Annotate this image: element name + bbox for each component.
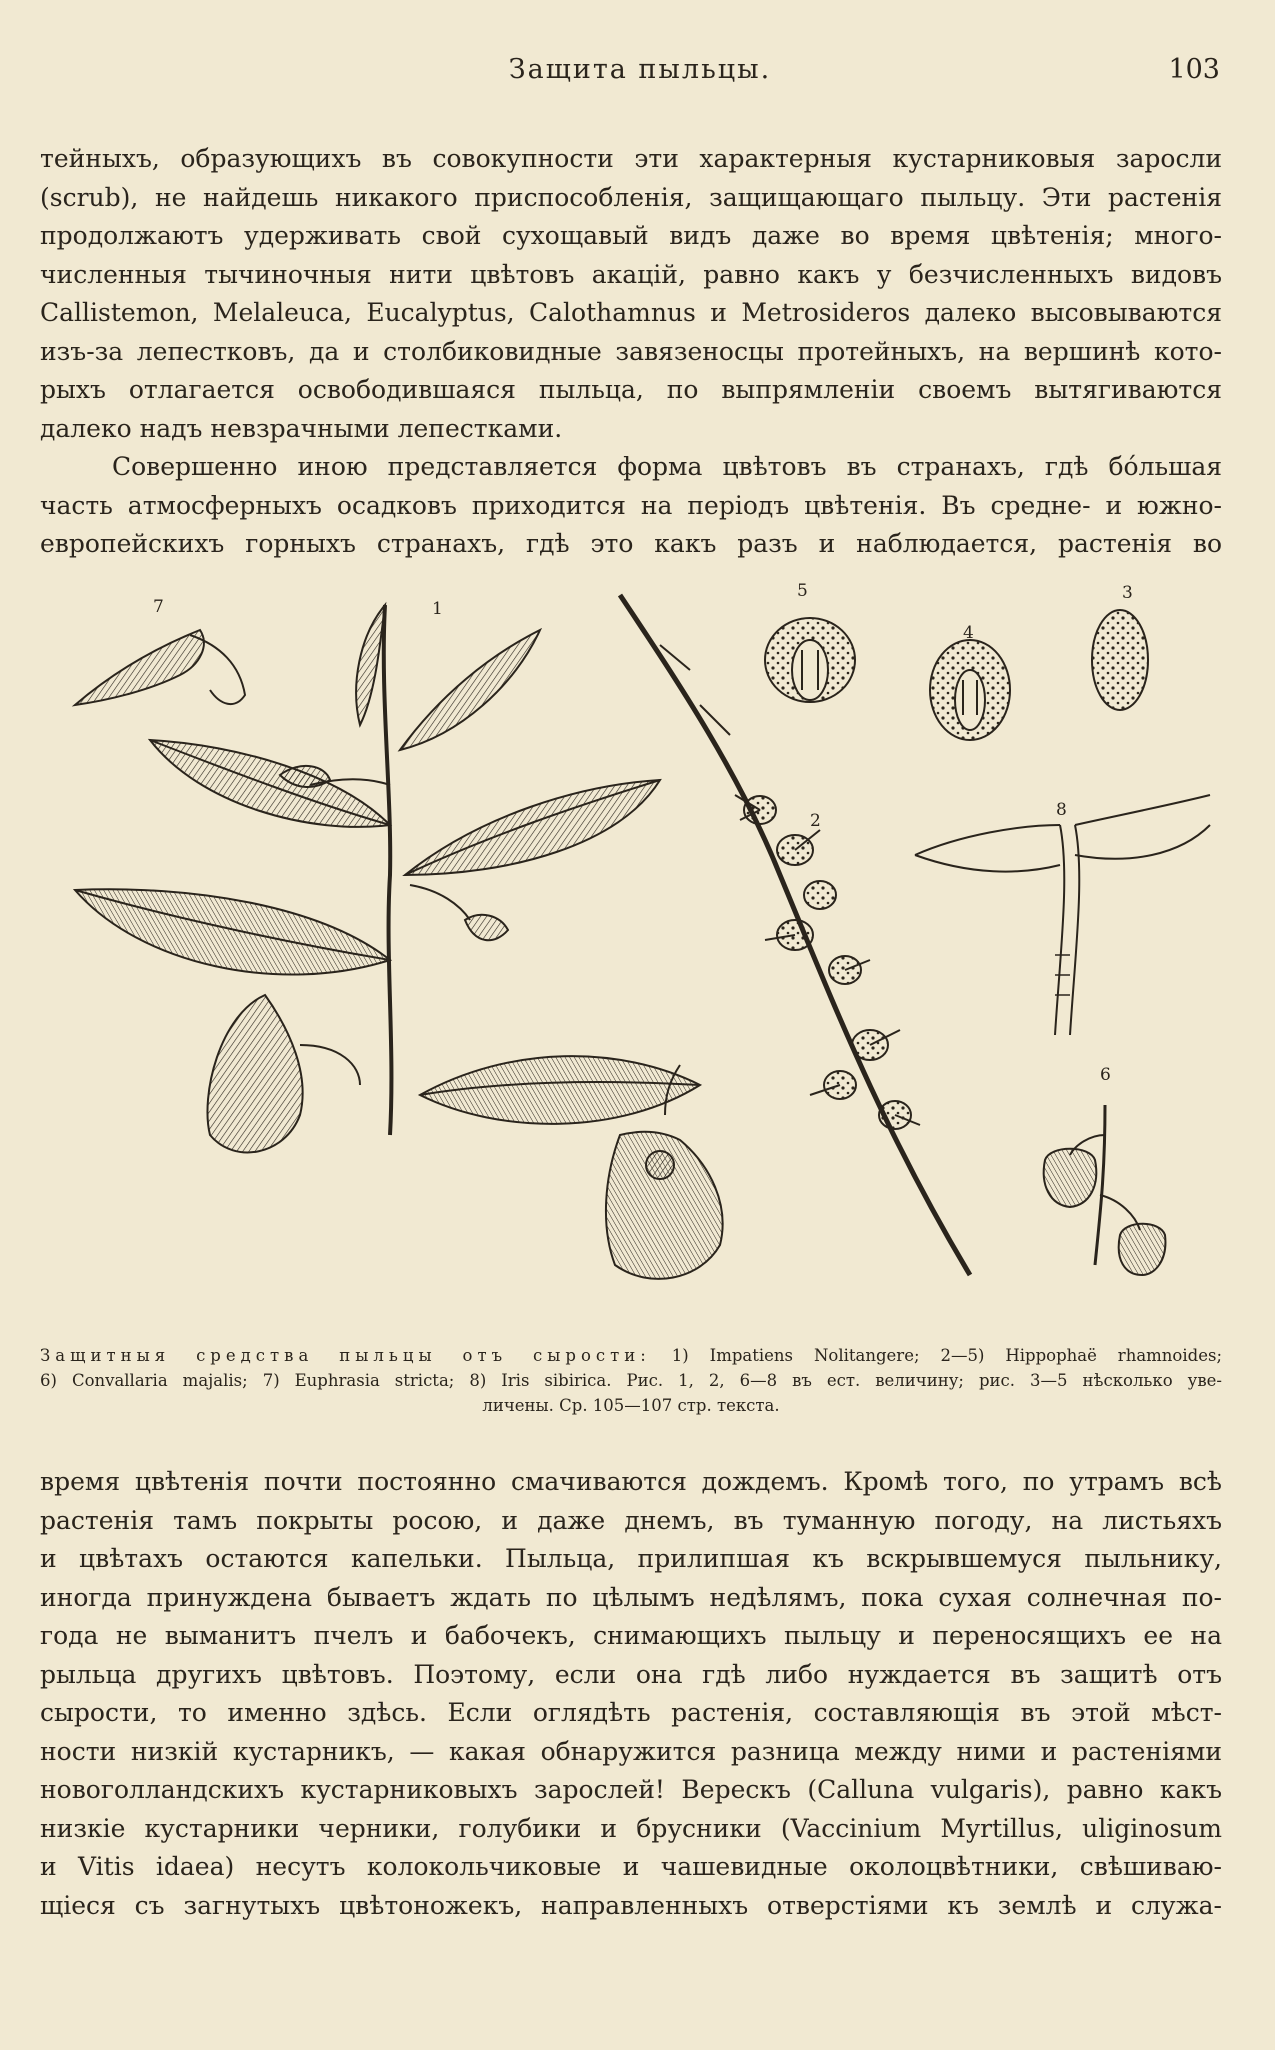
figure-label-8: 8 (1056, 800, 1067, 820)
figure-label-2: 2 (810, 811, 821, 831)
caption-lead: Защитныя средства пыльцы отъ сырости: (40, 1346, 651, 1365)
text-line: ности низкій кустарникъ, — какая обнаружится разница между ними и растеніями (40, 1736, 1222, 1766)
text-line: новоголландскихъ кустарниковыхъ зарослей! Верескъ (Calluna vulgaris), равно какъ (40, 1775, 1222, 1804)
text-line: Callistemon, Melaleuca, Eucalyptus, Calothamnus и Metrosideros далеко высовываются (40, 298, 1222, 327)
text-line: тейныхъ, образующихъ въ совокупности эти характерныя кустарниковыя заросли (40, 144, 1222, 173)
text-line: растенія тамъ покрыты росою, и даже днемъ, въ туманную погоду, на листьяхъ (40, 1505, 1222, 1535)
text-line: (scrub), не найдешь никакого приспособленія, защищающаго пыльцу. Эти растенія (40, 182, 1222, 212)
impatiens-plant (75, 605, 723, 1279)
text-line: сырости, то именно здѣсь. Если оглядѣть растенія, составляющія въ этой мѣст- (40, 1698, 1222, 1727)
text-line: численныя тычиночныя нити цвѣтовъ акацій, равно какъ у безчисленныхъ видовъ (40, 259, 1222, 289)
caption-line: 6) Convallaria majalis; 7) Euphrasia stricta; 8) Iris sibirica. Рис. 1, 2, 6—8 въ ест. величину; рис. 3—5 нѣсколько уве- (40, 1371, 1222, 1390)
caption-line (40, 1343, 1222, 1368)
text-line: продолжаютъ удерживать свой сухощавый видъ даже во время цвѣтенія; много- (40, 221, 1222, 250)
text-line: иногда принуждена бываетъ ждать по цѣлымъ недѣлямъ, пока сухая солнечная по- (40, 1582, 1222, 1612)
figure-label-4: 4 (963, 623, 974, 643)
text-line: далеко надъ невзрачными лепестками. (40, 413, 563, 443)
figure-label-1: 1 (432, 599, 443, 619)
text-line: изъ-за лепестковъ, да и столбиковидные завязеносцы протейныхъ, на вершинѣ кото- (40, 336, 1222, 366)
botanical-illustration (60, 575, 1220, 1315)
bottom-paragraph (40, 1463, 1222, 1925)
text-line: часть атмосферныхъ осадковъ приходится на періодъ цвѣтенія. Въ средне- и южно- (40, 490, 1222, 520)
text-line: и Vitis idaea) несутъ колокольчиковые и чашевидные околоцвѣтники, свѣшиваю- (40, 1852, 1222, 1881)
caption-species-1: 1) Impatiens Nolitangere; 2—5) Hippophaë rhamnoides; (671, 1346, 1222, 1365)
figure-label-6: 6 (1100, 1065, 1111, 1085)
figure-label-5: 5 (797, 581, 808, 601)
text-line: года не выманитъ пчелъ и бабочекъ, снимающихъ пыльцу и переносящихъ ее на (40, 1621, 1222, 1650)
euphrasia-flower (75, 630, 245, 705)
iris-flower (915, 795, 1210, 1035)
text-line: щіеся съ загнутыхъ цвѣтоножекъ, направленныхъ отверстіями къ землѣ и служа- (40, 1890, 1222, 1920)
plant-engraving (60, 575, 1220, 1315)
convallaria-flower (1044, 1105, 1166, 1275)
running-head (60, 52, 1220, 92)
text-line: Совершенно иною представляется форма цвѣтовъ въ странахъ, гдѣ бо́льшая (112, 452, 1222, 481)
figure-caption (40, 1343, 1222, 1418)
figure-label-3: 3 (1122, 583, 1133, 603)
text-line: и цвѣтахъ остаются капельки. Пыльца, прилипшая къ вскрывшемуся пыльнику, (40, 1544, 1222, 1573)
running-title: Защита пыльцы. (508, 54, 772, 85)
top-paragraphs (40, 140, 1222, 564)
fruit-details (765, 610, 1148, 740)
text-line: рыльца другихъ цвѣтовъ. Поэтому, если она гдѣ либо нуждается въ защитѣ отъ (40, 1659, 1222, 1689)
text-line: рыхъ отлагается освободившаяся пыльца, по выпрямленіи своемъ вытягиваются (40, 375, 1222, 404)
figure-label-7: 7 (153, 597, 164, 617)
text-line: европейскихъ горныхъ странахъ, гдѣ это какъ разъ и наблюдается, растенія во (40, 529, 1222, 558)
text-line: время цвѣтенія почти постоянно смачиваются дождемъ. Кромѣ того, по утрамъ всѣ (40, 1467, 1222, 1496)
page-number: 103 (1168, 54, 1220, 85)
caption-line: личены. Ср. 105—107 стр. текста. (482, 1396, 780, 1415)
text-line: низкіе кустарники черники, голубики и брусники (Vaccinium Myrtillus, uliginosum (40, 1813, 1222, 1843)
